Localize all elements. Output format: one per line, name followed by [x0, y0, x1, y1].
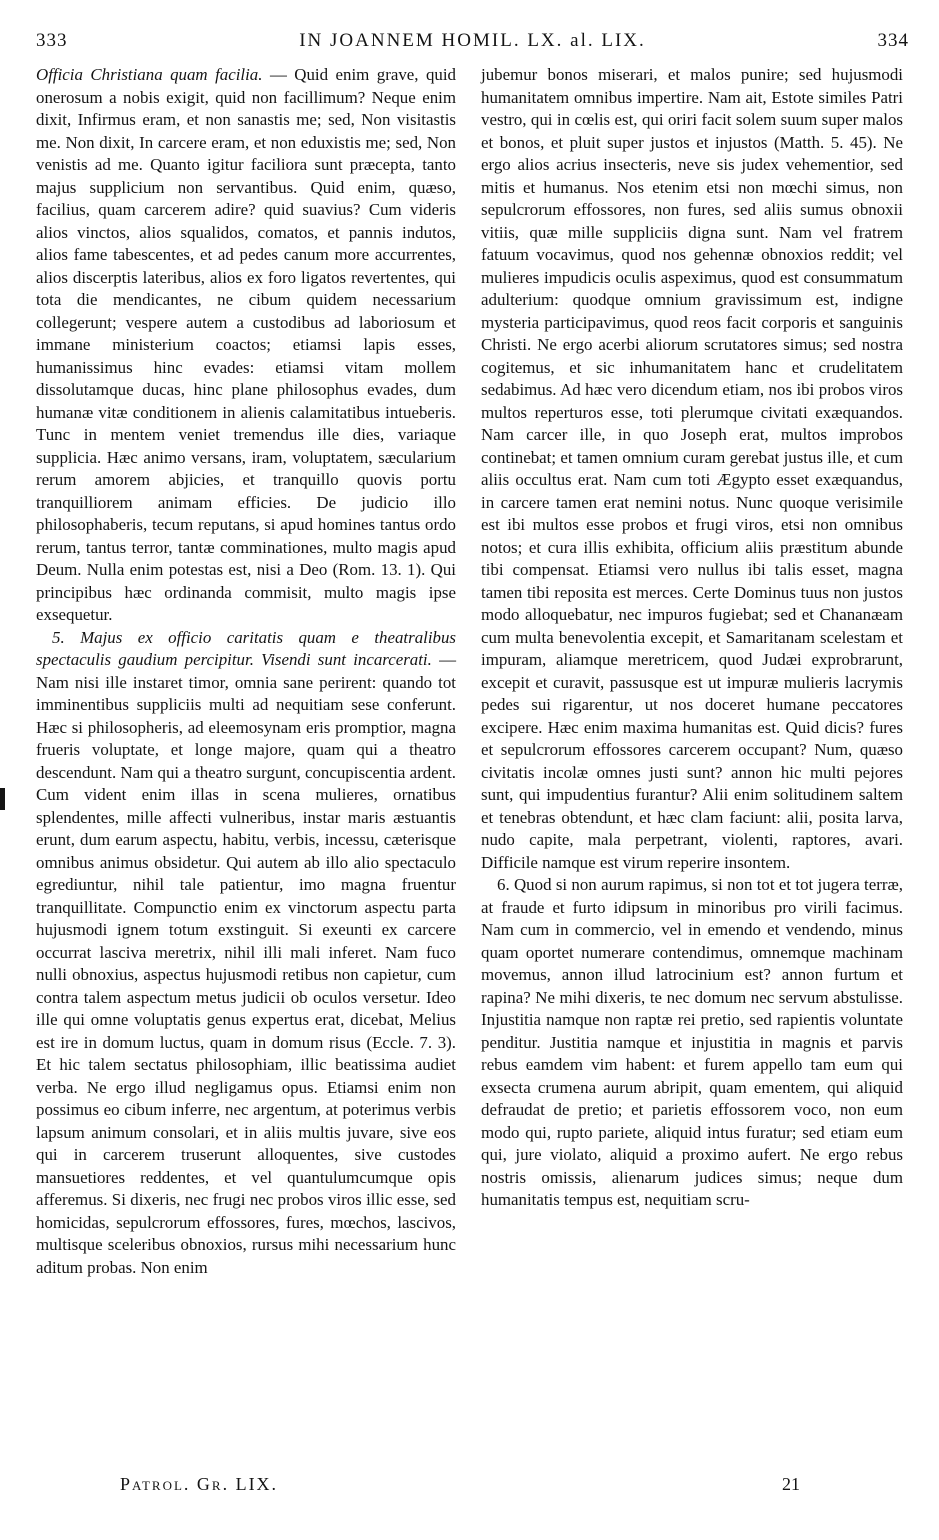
paragraph-rubric: Officia Christiana quam facilia.	[36, 65, 263, 84]
paragraph-text: jubemur bonos miserari, et malos punire; sed hujusmodi humanitatem omnibus impertire. Nam ait, Estote similes Patri vestro, qui in cœlis est, qui oriri facit solem suum super malos et bonos, et pluit super justos et injustos (Matth. 5. 45). Ne ergo alios acrius insecteris, neve sis judex vehementior, sed mitis et humanus. Nos etenim etsi non mœchi simus, non sepulcrorum effossores, non fures, sed aliis sumus obnoxii vitiis, quæ mille suppliciis digna sunt. Nam vel fratrem fatuum vocavimus, quod nos gehennæ obnoxios reddit; vel mulieres impudicis oculis aspeximus, quod est consummatum adulterium: quodque omnium gravissimum est, indigne mysteria participavimus, quod reos facit corporis et sanguinis Christi. Ne ergo acerbi aliorum scrutatores simus; sed nostra cogitemus, et sic inhumanitatem hanc et crudelitatem sedabimus. Ad hæc vero dicendum etiam, nos ibi probos viros multos reperturos esse, toti plerumque civitati exæquandos. Nam carcer ille, in quo Joseph erat, multos improbos continebat; et tamen omnium curam gerebat justus ille, et cum aliis occultus erat. Nam cum toti Ægypto esset exæquandus, in carcere tamen erat nemini notus. Nunc quoque verisimile est ibi multos esse probos et frugi viros, etsi non omnibus notos; et cura illis exhibita, officium aliis præstitum abunde tibi compensat. Etiamsi vero nullus ibi talis esset, magna tamen tibi reposita est merces. Certe Dominus tuus non justos modo alloquebatur, nec impuros fugiebat; sed et Chananæam cum multa benevolentia excepit, et Samaritanam scelestam et impuram, aliamque meretricem, quod Judæi exprobrarunt, excepit et curavit, passusque est ut impuræ mulieris lacrymis pedes sui rigarentur, ut nos doceret humane peccatores excipere. Hæc enim maxima humanitas est. Quid dicis? fures et sepulcrorum effossores carcerem occupant? Num, quæso civitatis incolæ omnes justi sunt? annon hic multi pejores sunt, qui impudentius furantur? Alii enim solitudinem saltem et tenebras obtendunt, et hæc clam faciunt: alii, posita larva, nudo capite, mala perpetrant, violenti, raptores, avari. Difficile namque est virum reperire insontem.	[481, 65, 903, 872]
paragraph	[36, 627, 456, 1280]
paragraph-rubric: 5. Majus ex officio caritatis quam e theatralibus spectaculis gaudium percipitur. Visendi sunt incarcerati.	[36, 627, 456, 669]
right-page-number: 334	[877, 30, 909, 51]
paragraph	[36, 64, 456, 627]
paragraph	[481, 64, 903, 874]
sheet-number: 21	[782, 1474, 800, 1494]
binding-mark	[0, 788, 5, 810]
paragraph	[481, 874, 903, 1212]
running-header	[36, 30, 909, 60]
paragraph-text: —Nam nisi ille instaret timor, omnia sane perirent: quando tot imminentibus suppliciis multi ad nequitiam sese conferunt. Hæc si philosopheris, ad eleemosynam eris promptior, magna frueris voluptate, et longe majore, quam qui a theatro descendunt. Nam qui a theatro surgunt, concupiscentia ardent. Cum vident enim illas in scena mulieres, ornatibus splendentes, mille affecti vulneribus, instar maris æstuantis erunt, dum earum aspectu, habitu, verbis, incessu, cæterisque omnibus animus obsidetur. Qui autem ab illo alio spectaculo egrediuntur, nihil tale patientur, imo magna fruentur tranquillitate. Compunctio enim ex vinctorum aspectu parta hujusmodi ignem totum exstinguit. Si exeunti ex carcere occurrat lasciva meretrix, nihil illi mali inferet. Nam fuco nulli obnoxius, aspectus hujusmodi retibus non capietur, cum contra talem aspectum metus judicii ob oculos versetur. Ideo ille qui omne voluptatis genus expertus erat, dicebat, Melius est ire in domum luctus, quam in domum risus (Eccle. 7. 3). Et hic talem sectatus philosophiam, illic beatissima audiet verba. Ne ergo illud negligamus opus. Etiamsi enim non possimus eo cibum inferre, nec argentum, at poterimus verbis lapsum animum consolari, et in aliis multis juvare, sive eos qui in carcerem truserunt alloquentes, sive custodes mansuetiores reddentes, et vel quantulumcumque opis afferemus. Si dixeris, nec frugi nec probos viros illic esse, sed homicidas, sepulcrorum effossores, fures, mœchos, lascivos, multisque sceleribus obnoxios, rursus mihi necessarium hunc aditum probas. Non enim	[36, 650, 456, 1277]
paragraph-text: — Quid enim grave, quid onerosum a nobis exigit, quid non facillimum? Neque enim dixit, Infirmus eram, et non sanastis me; sed, Non visitastis me. Non dixit, In carcere eram, et non eduxistis me; sed, Non venistis ad me. Quanto igitur faciliora sunt præcepta, tanto majus supplicium non servantibus. Quid enim, quæso, facilius, quam carcerem adire? quid suavius? Cum videris alios vinctos, alios squalidos, comatos, et pannis indutos, alios fame tabescentes, et ad pedes canum more accurrentes, alios discerptis lateribus, alios ex foro ligatos revertentes, qui tota die mendicantes, ne cibum quidem necessarium collegerunt; vespere autem a custodibus ad laboriosum et immane ministerium coactos; etiamsi lapis esses, humanissimus hinc evades: etiamsi vitam mollem dissolutamque ducas, hinc plane philosophus evades, dum humanæ vitæ conditionem in alienis calamitatibus intueberis. Tunc in mentem veniet tremendus ille dies, variaque supplicia. Hæc animo versans, iram, voluptatem, sæcularium rerum amorem abjicies, et tranquillo quovis portu tranquilliorem animam efficies. De judicio illo philosophaberis, tecum reputans, si apud homines tantus ordo rerum, tantus terror, tantæ comminationes, multo magis apud Deum. Nulla enim potestas est, nisi a Deo (Rom. 13. 1). Qui principibus hæc ordinanda commisit, multo magis ipse exsequetur.	[36, 65, 456, 624]
left-column	[36, 64, 456, 1279]
right-column	[481, 64, 903, 1212]
signature-mark: Patrol. Gr. LIX.	[120, 1474, 279, 1494]
left-page-number: 333	[36, 30, 68, 51]
page-footer	[36, 1474, 909, 1504]
running-title: IN JOANNEM HOMIL. LX. al. LIX.	[299, 30, 646, 51]
paragraph-text: 6. Quod si non aurum rapimus, si non tot et tot jugera terræ, at fraude et furto idipsum in minoribus pro virili facimus. Nam cum in commercio, vel in emendo et vendendo, minus quam oportet numerare contendimus, omnemque machinam movemus, annon illud latrocinium est? annon furtum et rapina? Ne mihi dixeris, te nec domum nec servum abstulisse. Injustitia namque non raptæ rei pretio, sed rapientis voluntate penditur. Justitia namque et injustitia in magnis et parvis rebus eamdem vim habent: et furem appello tam eum qui exsecta crumena aurum abripit, quam ementem, qui aliquid defraudat de pretio; et parietis effossorem voco, non eum modo qui, rupto pariete, aliquid intus furatur; sed etiam eum qui, jure violato, aliquid a proximo aufert. Ne ergo rebus nostris omissis, alienarum judices simus; neque dum humanitatis tempus est, nequitiam scru-	[481, 875, 903, 1209]
